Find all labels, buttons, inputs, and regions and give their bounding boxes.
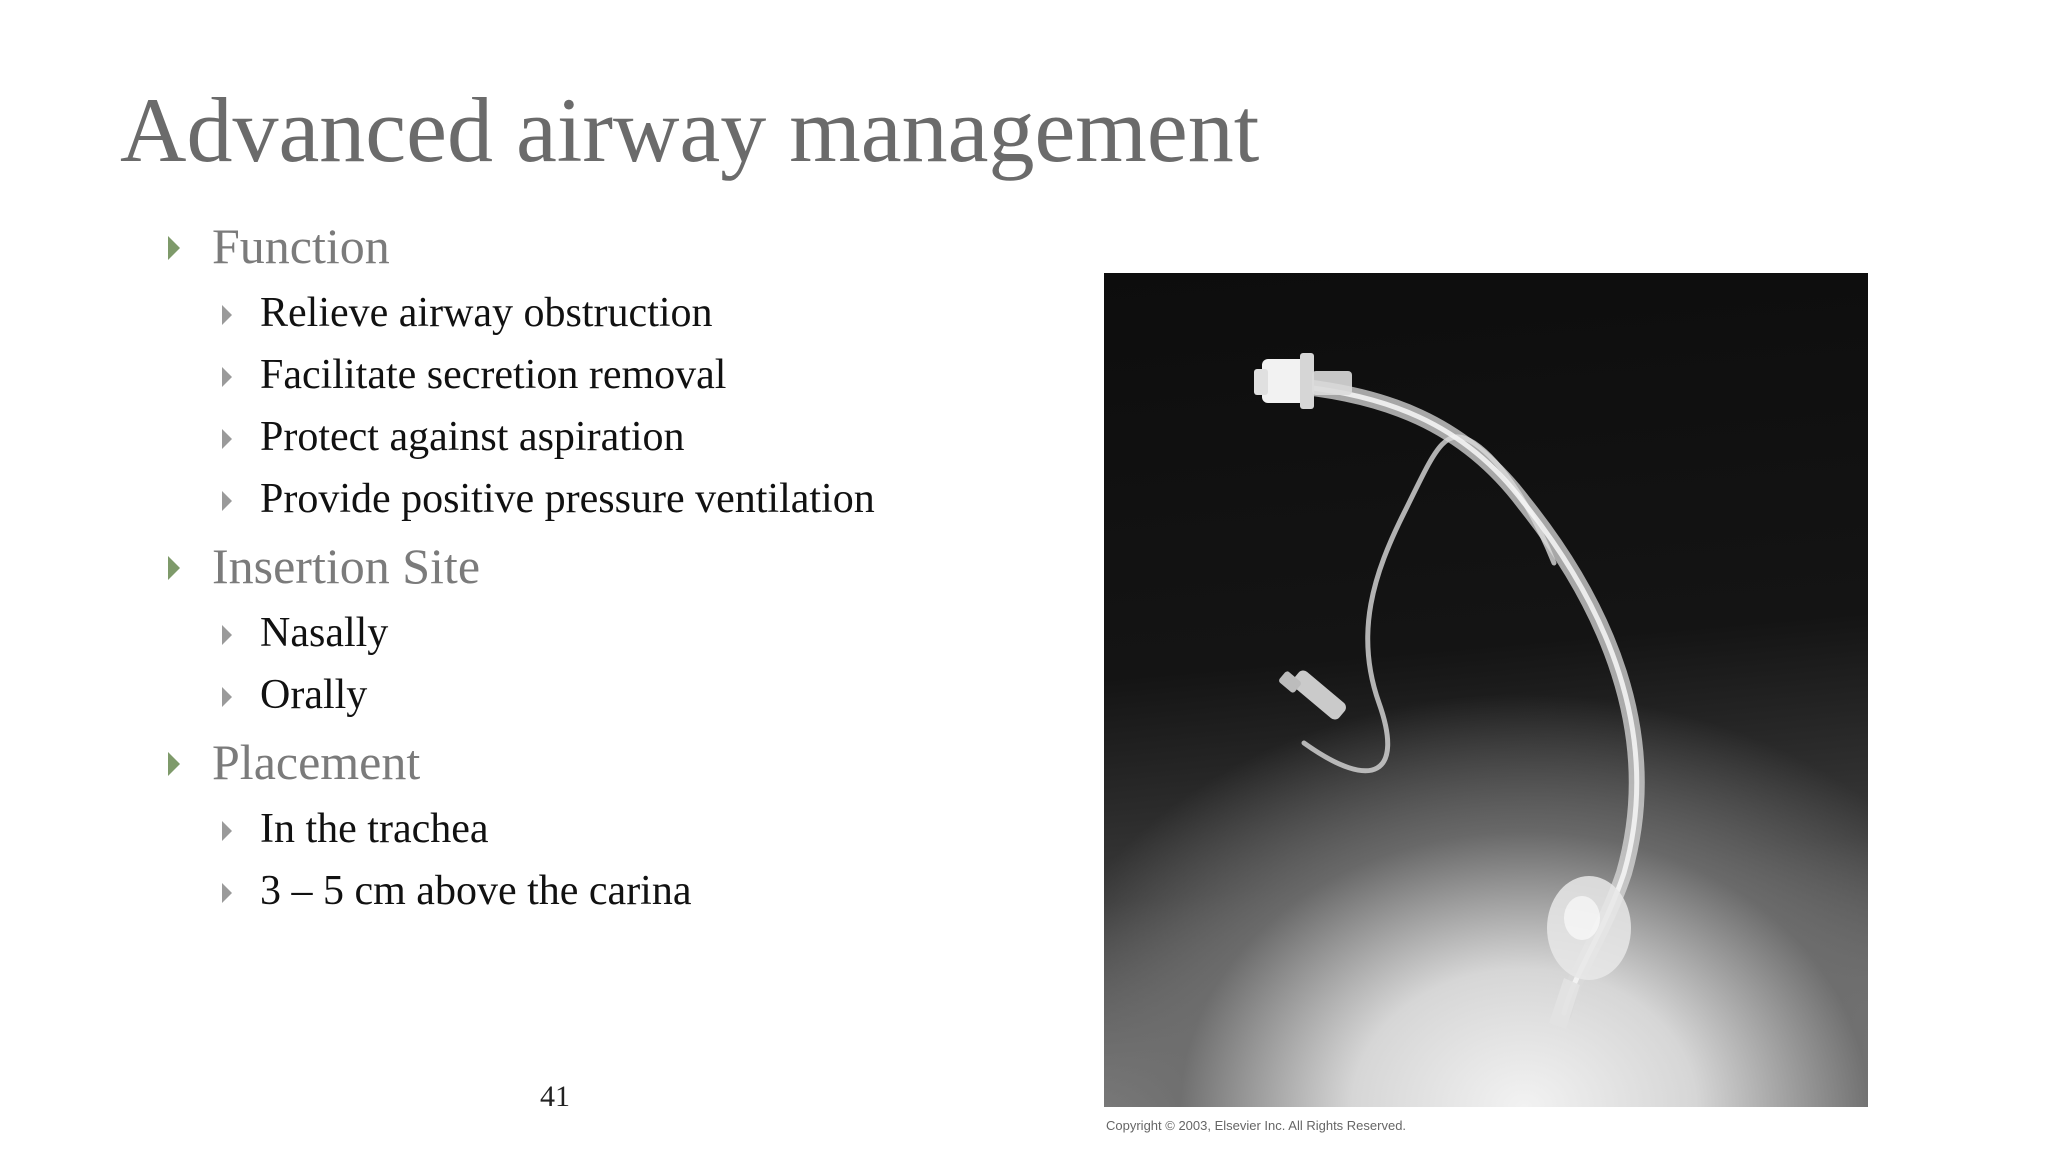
list-item-label: Relieve airway obstruction [260, 290, 713, 336]
list-item [166, 282, 1046, 344]
list-item-label: 3 – 5 cm above the carina [260, 868, 692, 914]
list-item-label: Facilitate secretion removal [260, 352, 727, 398]
section-heading-label: Insertion Site [212, 538, 481, 594]
section-heading-function [166, 210, 1046, 282]
section-heading-label: Function [212, 218, 390, 274]
list-item [166, 344, 1046, 406]
endotracheal-tube-illustration [1104, 273, 1868, 1107]
list-item-label: Nasally [260, 610, 389, 656]
list-item-label: In the trachea [260, 806, 489, 852]
bullet-arrow-icon [168, 236, 180, 260]
section-heading-placement [166, 726, 1046, 798]
bullet-arrow-icon [222, 821, 232, 841]
page-number: 41 [540, 1080, 570, 1113]
bullet-arrow-icon [222, 491, 232, 511]
bullet-arrow-icon [222, 883, 232, 903]
list-item-label: Provide positive pressure ventilation [260, 476, 875, 522]
bullet-arrow-icon [222, 429, 232, 449]
bullet-arrow-icon [222, 625, 232, 645]
bullet-arrow-icon [222, 305, 232, 325]
list-item [166, 602, 1046, 664]
bullet-arrow-icon [168, 556, 180, 580]
slide-title: Advanced airway management [120, 79, 1260, 181]
bullet-arrow-icon [222, 687, 232, 707]
list-item [166, 468, 1046, 530]
section-heading-label: Placement [212, 734, 421, 790]
list-item [166, 798, 1046, 860]
list-item [166, 860, 1046, 922]
bullet-list [166, 210, 1046, 922]
endotracheal-tube-photo [1104, 273, 1868, 1107]
list-item-label: Orally [260, 672, 368, 718]
list-item-label: Protect against aspiration [260, 414, 685, 460]
section-heading-insertion-site [166, 530, 1046, 602]
bullet-arrow-icon [222, 367, 232, 387]
photo-copyright-caption: Copyright © 2003, Elsevier Inc. All Rights Reserved. [1106, 1118, 1407, 1133]
list-item [166, 406, 1046, 468]
list-item [166, 664, 1046, 726]
bullet-arrow-icon [168, 752, 180, 776]
